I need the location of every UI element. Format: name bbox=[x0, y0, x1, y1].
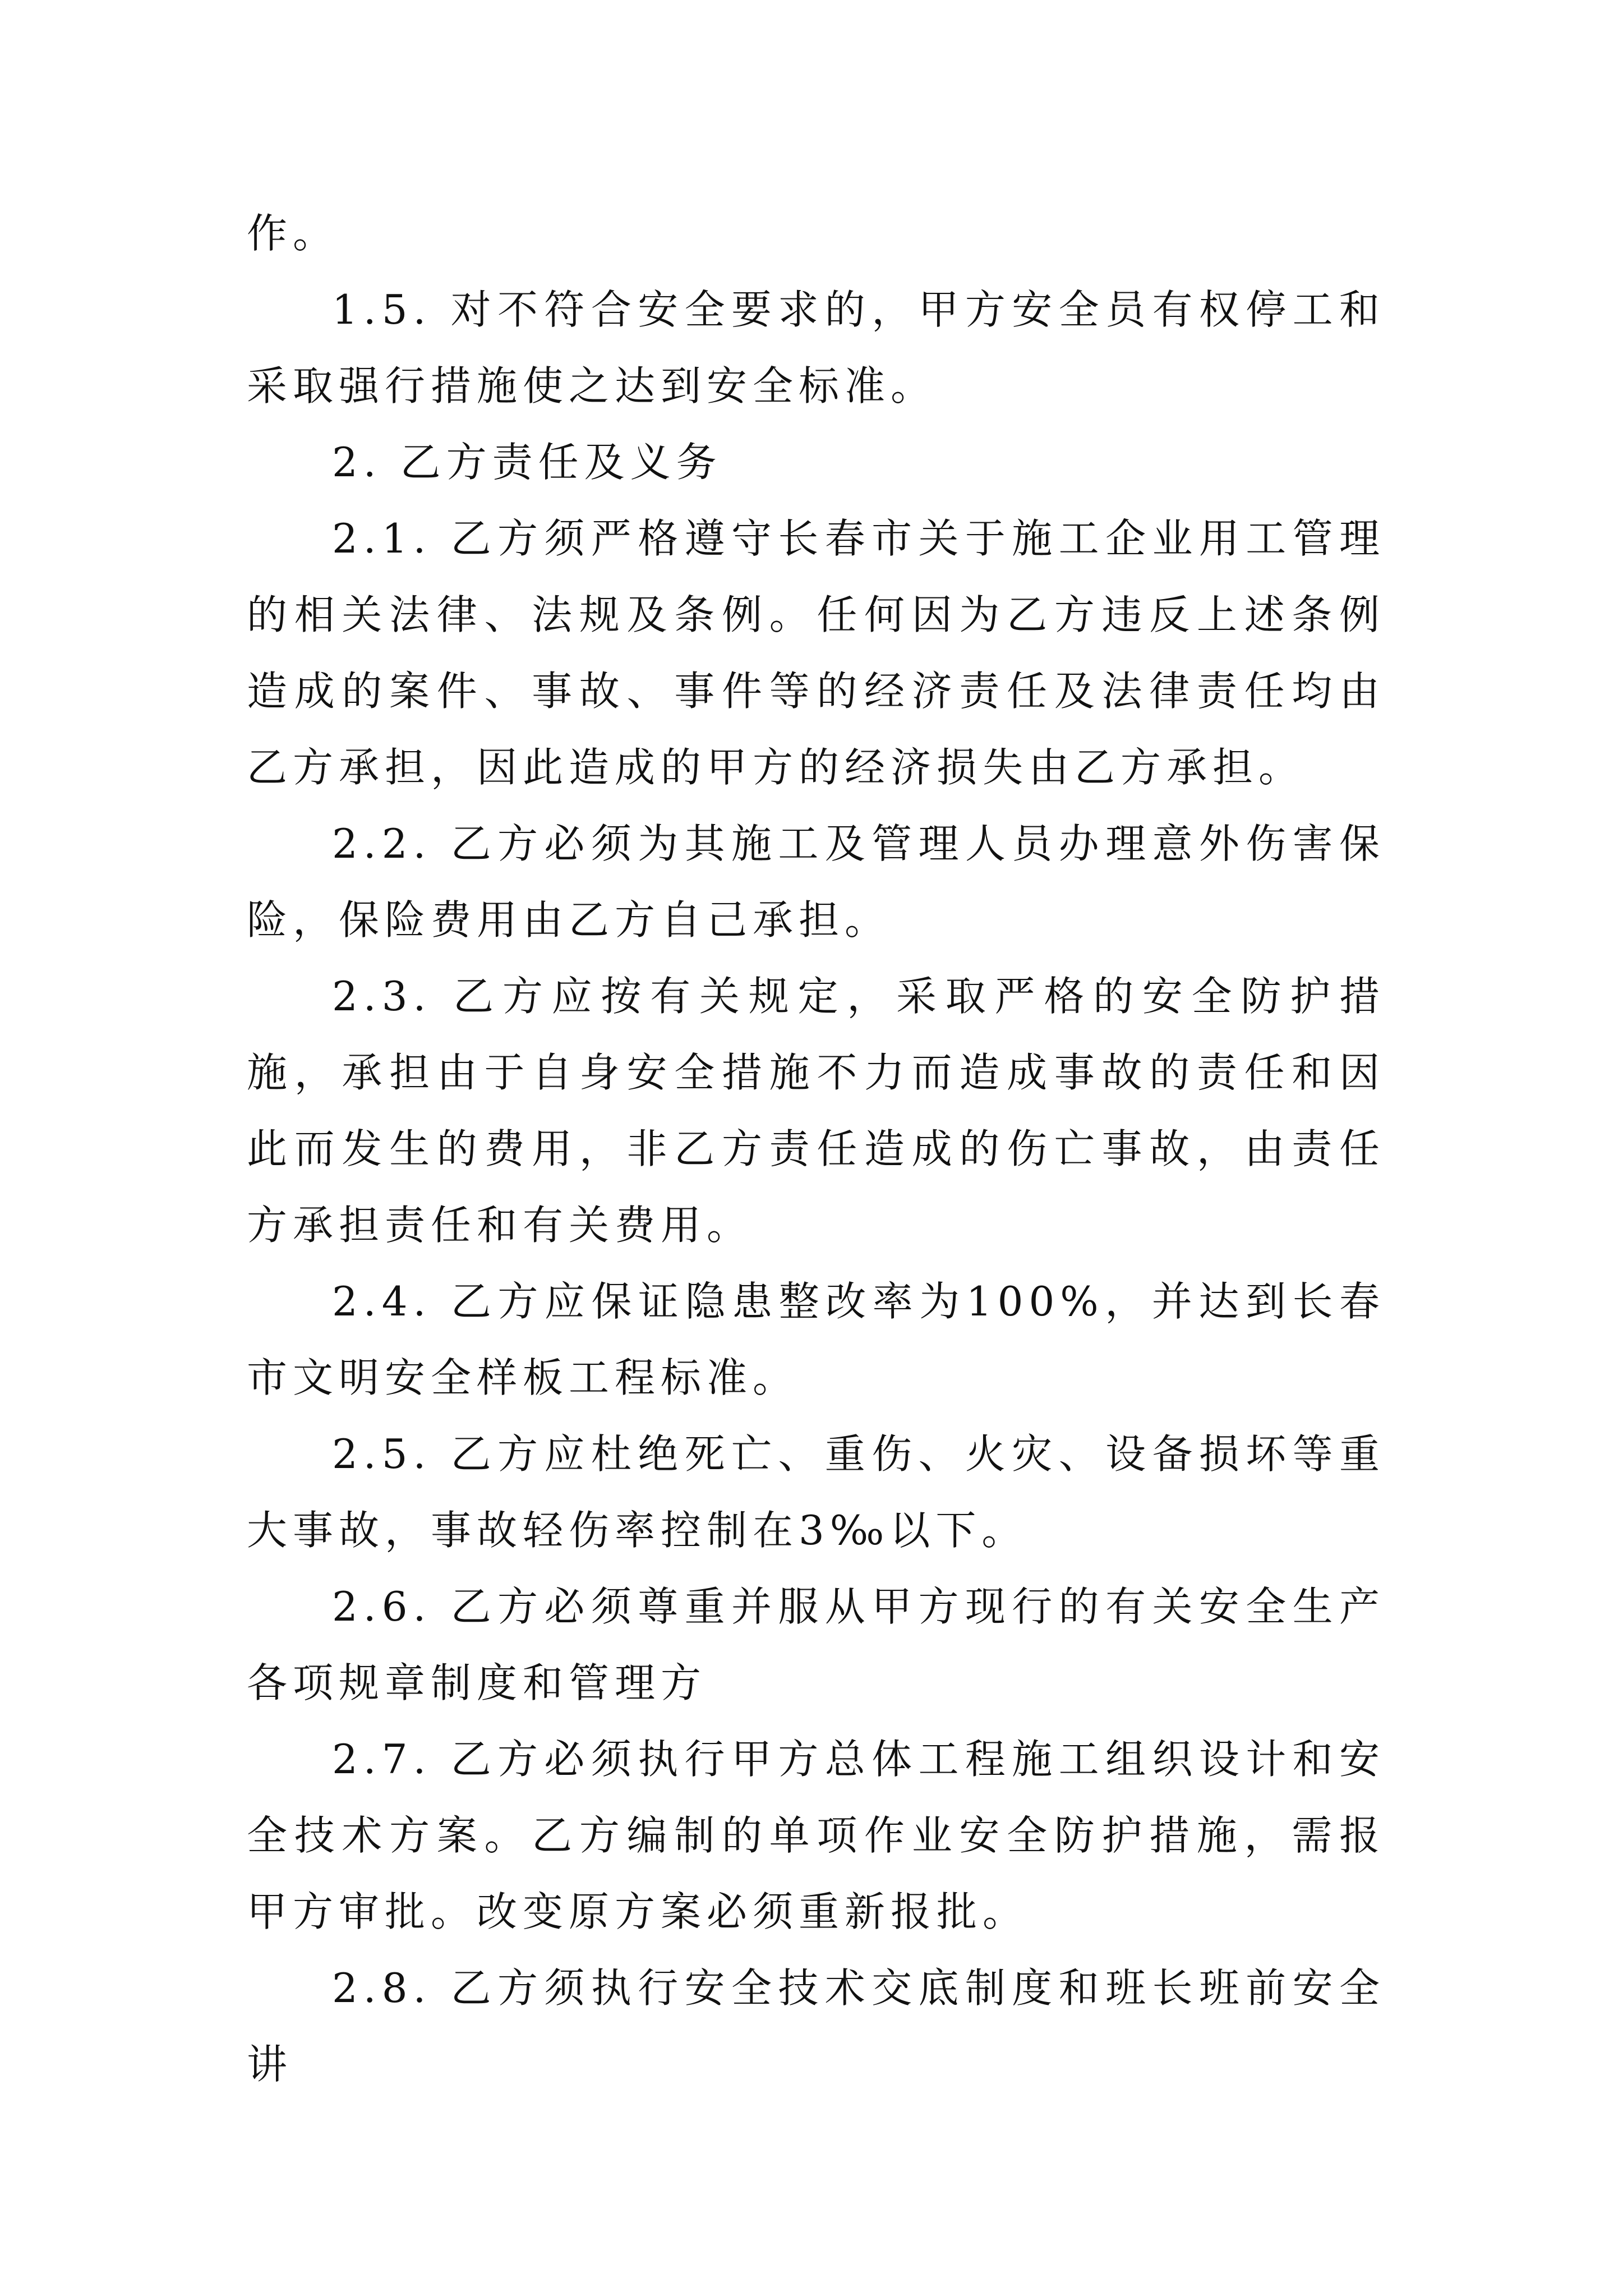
paragraph-2-6: 2.6. 乙方必须尊重并服从甲方现行的有关安全生产各项规章制度和管理方 bbox=[247, 1583, 1385, 1706]
paragraph-continuation: 作。 bbox=[247, 210, 339, 257]
section-heading-2: 2. 乙方责任及义务 bbox=[332, 439, 722, 486]
paragraph-1-5: 1.5. 对不符合安全要求的，甲方安全员有权停工和采取强行措施使之达到安全标准。 bbox=[247, 286, 1385, 409]
paragraph-2-1: 2.1. 乙方须严格遵守长春市关于施工企业用工管理的相关法律、法规及条例。任何因为乙方违反上述条例造成的案件、事故、事件等的经济责任及法律责任均由乙方承担，因此造成的甲方的经济损失由乙方承担。 bbox=[247, 515, 1385, 791]
paragraph-2-3: 2.3. 乙方应按有关规定，采取严格的安全防护措施，承担由于自身安全措施不力而造成事故的责任和因此而发生的费用，非乙方责任造成的伤亡事故，由责任方承担责任和有关费用。 bbox=[247, 973, 1385, 1249]
paragraph-2-2: 2.2. 乙方必须为其施工及管理人员办理意外伤害保险，保险费用由乙方自己承担。 bbox=[247, 820, 1385, 944]
document-body bbox=[247, 195, 1385, 2102]
paragraph-2-4: 2.4. 乙方应保证隐患整改率为100%，并达到长春市文明安全样板工程标准。 bbox=[247, 1278, 1385, 1401]
paragraph-2-5: 2.5. 乙方应杜绝死亡、重伤、火灾、设备损坏等重大事故，事故轻伤率控制在3‰以下。 bbox=[247, 1430, 1385, 1554]
paragraph-2-8: 2.8. 乙方须执行安全技术交底制度和班长班前安全讲 bbox=[247, 1964, 1385, 2088]
paragraph-2-7: 2.7. 乙方必须执行甲方总体工程施工组织设计和安全技术方案。乙方编制的单项作业安全防护措施，需报甲方审批。改变原方案必须重新报批。 bbox=[247, 1736, 1385, 1935]
